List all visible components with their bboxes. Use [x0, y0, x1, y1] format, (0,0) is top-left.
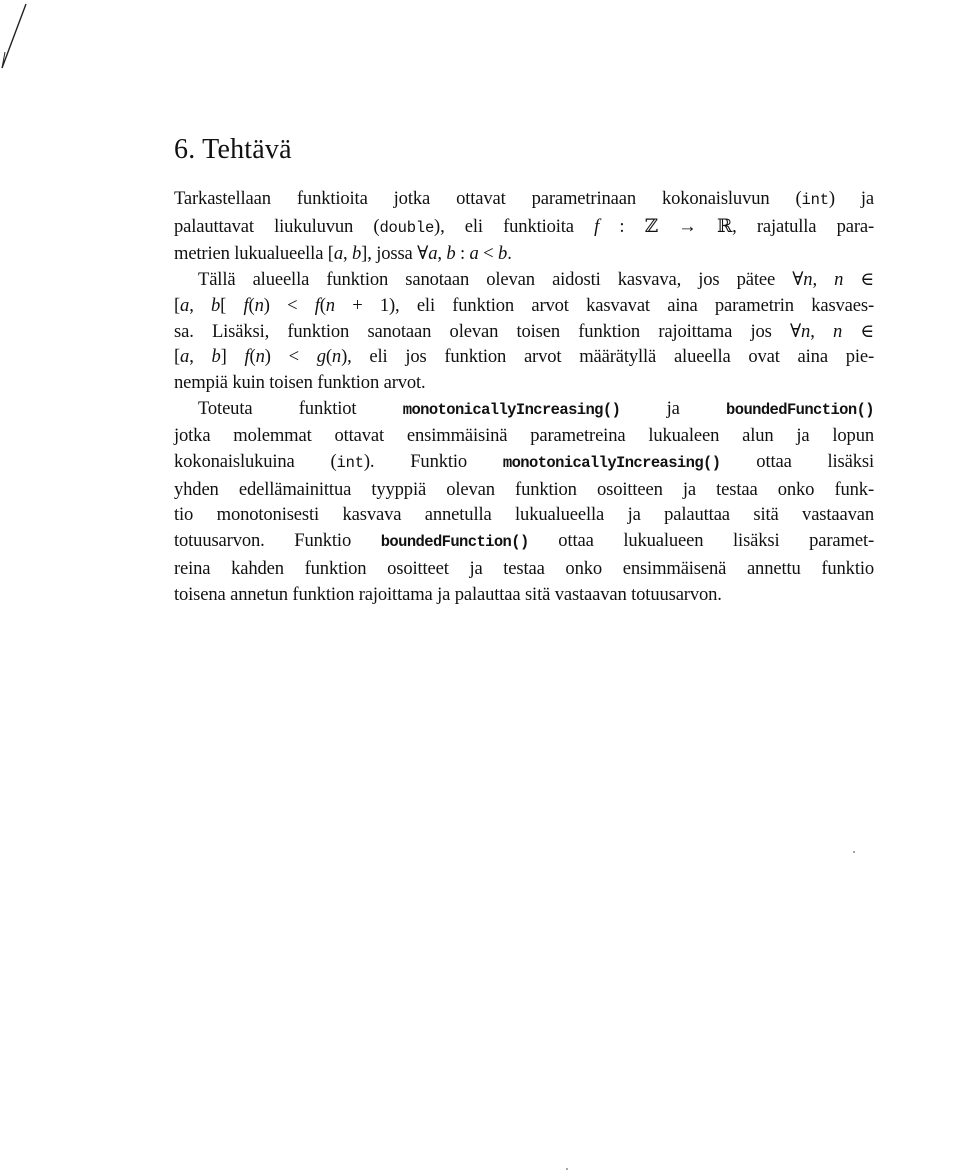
text-run: ,	[810, 320, 833, 342]
text-run: ja	[620, 397, 727, 419]
paragraph-line	[174, 477, 874, 503]
paragraph-line	[174, 344, 874, 370]
code-identifier: int	[336, 454, 364, 473]
math-symbol: g	[316, 346, 326, 368]
math-symbol: n	[255, 346, 265, 368]
math-symbol: b	[446, 243, 456, 265]
text-run: ottaa lisäksi	[720, 451, 874, 473]
math-symbol: n	[834, 269, 844, 291]
scan-dust-mark	[566, 1168, 568, 1170]
text-run: jotka molemmat ottavat ensimmäisinä parametreina lukualeen alun ja lopun	[174, 425, 874, 447]
text-run: (	[319, 294, 326, 316]
text-run: ) <	[263, 294, 315, 316]
math-symbol: f	[314, 294, 320, 316]
text-run: Toteuta funktiot	[198, 397, 403, 419]
text-run: Tällä alueella funktion sanotaan olevan aidosti kasvava, jos pätee ∀	[198, 269, 804, 291]
text-run: ,	[189, 346, 212, 368]
code-identifier: double	[379, 218, 435, 237]
text-run: ], jossa ∀	[361, 243, 429, 265]
text-run: ) ja	[828, 188, 874, 209]
code-identifier: monotonicallyIncreasing()	[502, 454, 721, 473]
code-identifier: boundedFunction()	[380, 533, 529, 552]
code-identifier: int	[801, 191, 829, 209]
math-symbol: n	[832, 320, 843, 342]
math-symbol: b	[211, 294, 221, 316]
section-heading: 6. Tehtävä	[174, 134, 292, 165]
text-run: yhden edellämainittua tyyppiä olevan funktion osoitteen ja testaa onko funk-	[174, 478, 874, 500]
paragraph-line	[174, 556, 874, 582]
math-symbol: a	[333, 243, 343, 265]
text-run: ), eli jos funktion arvot määrätyllä alueella ovat aina pie-	[341, 346, 875, 368]
text-run: toisena annetun funktion rajoittama ja palauttaa sitä vastaavan totuusarvon.	[174, 583, 722, 605]
text-run: :	[455, 243, 470, 265]
text-run: ) <	[264, 346, 317, 368]
paragraph-line	[174, 502, 874, 528]
code-identifier: boundedFunction()	[726, 400, 874, 419]
math-symbol: f	[594, 215, 600, 237]
math-symbol: n	[801, 320, 811, 342]
paragraph-line	[174, 396, 874, 424]
paragraph-line	[174, 293, 874, 319]
text-run: metrien lukualueella [	[174, 243, 334, 265]
text-run: ). Funktio	[363, 451, 503, 473]
text-run: sa. Lisäksi, funktion sanotaan olevan toisen funktion rajoittama jos ∀	[174, 320, 802, 342]
text-run: + 1), eli funktion arvot kasvavat aina parametrin kasvaes-	[334, 294, 875, 316]
text-run: palauttavat liukuluvun (	[174, 215, 380, 237]
text-run: [	[174, 294, 181, 316]
text-run: nempiä kuin toisen funktion arvot.	[174, 371, 426, 393]
math-symbol: a	[180, 346, 190, 368]
text-run: reina kahden funktion osoitteet ja testaa onko ensimmäisenä annettu funktio	[174, 557, 874, 579]
paragraph-line	[174, 186, 874, 214]
paragraph-line	[174, 528, 874, 556]
paragraph-line	[174, 370, 874, 396]
paragraph-line	[174, 241, 874, 267]
paragraph-line	[174, 267, 874, 293]
math-symbol: b	[498, 243, 508, 265]
math-symbol: n	[254, 294, 264, 316]
paragraph-line	[174, 214, 874, 242]
text-run: ,	[189, 294, 211, 316]
text-run: ), eli funktioita	[434, 215, 595, 237]
text-run: : ℤ → ℝ, rajatulla para-	[599, 215, 875, 237]
text-run: [	[174, 346, 181, 368]
assignment-paragraph	[174, 186, 874, 607]
text-run: (	[248, 294, 255, 316]
text-run: Tarkastellaan funktioita jotka ottavat parametrinaan kokonaisluvun (	[174, 188, 802, 209]
math-symbol: f	[243, 294, 249, 316]
text-run: ottaa lukualueen lisäksi paramet-	[528, 530, 875, 552]
document-page	[174, 130, 874, 607]
text-run: ]	[220, 346, 245, 368]
paragraph-line	[174, 423, 874, 449]
math-symbol: a	[428, 243, 438, 265]
text-run: ∈	[843, 269, 874, 291]
text-run: (	[325, 346, 332, 368]
text-run: ,	[812, 269, 835, 291]
math-symbol: b	[211, 346, 221, 368]
text-run: [	[220, 294, 244, 316]
paragraph-line	[174, 449, 874, 477]
text-run: ,	[437, 243, 447, 265]
paragraph-line	[174, 319, 874, 345]
scan-edge-mark	[0, 0, 30, 70]
text-run: ,	[343, 243, 352, 265]
math-symbol: n	[803, 269, 813, 291]
math-symbol: n	[331, 346, 342, 368]
math-symbol: a	[180, 294, 190, 316]
math-symbol: n	[325, 294, 335, 316]
math-symbol: b	[352, 243, 362, 265]
code-identifier: monotonicallyIncreasing()	[402, 400, 621, 419]
text-run: .	[507, 243, 512, 265]
text-run: totuusarvon. Funktio	[174, 530, 381, 552]
text-run: (	[249, 346, 256, 368]
text-run: tio monotonisesti kasvava annetulla lukualueella ja palauttaa sitä vastaavan	[174, 504, 874, 526]
math-symbol: a	[469, 243, 479, 265]
scan-dust-mark	[853, 851, 855, 853]
text-run: kokonaislukuina (	[174, 451, 337, 473]
text-run: ∈	[842, 320, 875, 342]
math-symbol: f	[244, 346, 250, 368]
paragraph-line	[174, 582, 874, 608]
text-run: <	[478, 243, 499, 265]
